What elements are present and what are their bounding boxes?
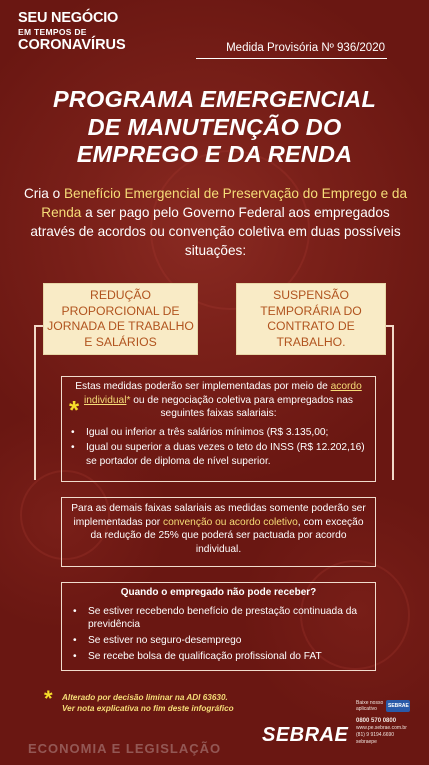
section-label: ECONOMIA E LEGISLAÇÃO <box>28 741 222 756</box>
other-ranges-part-1: Para as demais faixas salariais as medidas somente poderão ser implementadas por <box>71 503 366 528</box>
salary-ranges-list <box>68 426 369 468</box>
brand-line-2: EM TEMPOS DE <box>18 26 87 37</box>
asterisk-marker: * <box>126 394 131 406</box>
phone-number: 0800 570 0800 <box>356 718 397 724</box>
measure-reference: Medida Provisória Nº 936/2020 <box>226 42 385 54</box>
connector-right <box>392 325 394 480</box>
title-line-2: DE MANUTENÇÃO DO <box>87 113 342 140</box>
salary-ranges-box <box>61 376 376 482</box>
individual-agreement-link[interactable]: acordo individual <box>83 381 362 406</box>
brand-logo <box>18 11 126 53</box>
ineligible-heading: Quando o empregado não pode receber? <box>120 587 317 598</box>
salary-ranges-intro-part-1: Estas medidas poderão ser implementadas por meio de <box>75 381 331 392</box>
intro-part-2: a ser pago pelo Governo Federal aos empregados através de acordos ou convenção coletiva em duas possíveis situações: <box>30 205 401 258</box>
list-item: • Se recebe bolsa de qualificação profissional do FAT <box>70 650 367 664</box>
title-line-1: PROGRAMA EMERGENCIAL <box>53 86 376 112</box>
connector-right-top <box>385 325 394 327</box>
list-item: • Igual ou inferior a três salários mínimos (R$ 3.135,00; <box>68 426 369 440</box>
note-asterisk-icon: * <box>44 686 53 711</box>
intro-part-1: Cria o <box>23 186 64 201</box>
intro-text <box>20 184 411 260</box>
other-ranges-highlight: convenção ou acordo coletivo <box>163 516 298 528</box>
list-item: • Igual ou superior a duas vezes o teto do INSS (R$ 12.202,16) se portador de diploma de nível superior. <box>68 441 369 468</box>
sebrae-logo: SEBRAE <box>262 724 349 746</box>
list-item: • Se estiver no seguro-desemprego <box>70 634 367 648</box>
option-reduction <box>43 283 198 355</box>
title-line-3: EMPREGO E DA RENDA <box>76 141 353 167</box>
asterisk-icon: * <box>69 395 80 425</box>
page-title <box>0 86 429 169</box>
website[interactable]: www.pe.sebrae.com.br <box>356 725 407 731</box>
other-ranges-part-2: , com exceção da redução de 25% que poderá ser pactuada por acordo individual. <box>90 516 364 556</box>
footnote <box>62 692 234 714</box>
footnote-line-2: Ver nota explicativa no fim deste infográfico <box>62 704 234 713</box>
salary-ranges-intro <box>68 380 369 425</box>
option-suspension-label: SUSPENSÃO TEMPORÁRIA DO CONTRATO DE TRABALHO. <box>260 288 362 349</box>
brand-line-3: CORONAVÍRUS <box>18 37 126 53</box>
list-item: • Se estiver recebendo benefício de prestação continuada da previdência <box>70 605 367 632</box>
option-suspension <box>236 283 386 355</box>
other-ranges-box <box>61 497 376 567</box>
intro-highlight: Benefício Emergencial de Preservação do Emprego e da Renda <box>41 186 408 220</box>
app-download-label: Baixe nosso aplicativo <box>356 700 384 712</box>
app-badge-label: SEBRAE <box>388 703 409 709</box>
whatsapp-number: (81) 9 9194.6690 <box>356 732 395 738</box>
salary-ranges-intro-part-2: ou de negociação coletiva para empregados nas seguintes faixas salariais: <box>130 394 354 420</box>
ineligible-box <box>61 582 376 671</box>
connector-left <box>34 325 36 480</box>
measure-underline <box>196 58 387 59</box>
option-reduction-label: REDUÇÃO PROPORCIONAL DE JORNADA DE TRABALHO E SALÁRIOS <box>47 288 194 349</box>
ineligible-list <box>70 605 367 664</box>
brand-line-1: SEU NEGÓCIO <box>18 10 119 26</box>
footnote-line-1: Alterado por decisão liminar na ADI 63630. <box>62 693 228 702</box>
social-handle: sebraepe <box>356 739 377 745</box>
